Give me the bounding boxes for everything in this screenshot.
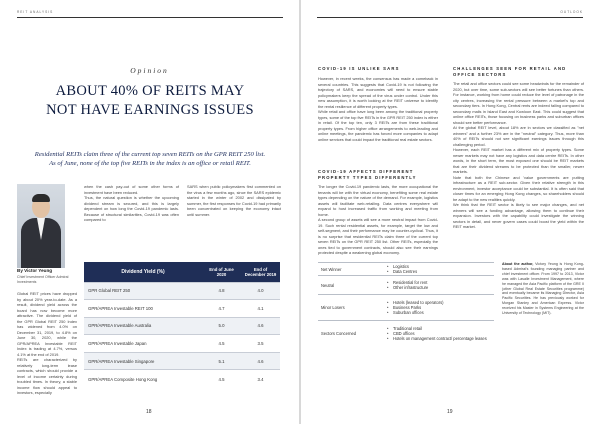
body-column-3: SARS when public policymakers first commented on the virus a few months ago, since the SARS epidemic started in the winter of 2002 and dissipated by summer, the first responses for Covid-19 had primarily been concentrated on keeping the economy intact until summer.: [187, 184, 281, 217]
author-name: By Victor Yeung: [17, 268, 53, 273]
header-rule: [317, 17, 583, 18]
standfirst: Residential REITs claim three of the current top seven REITs on the GPR REIT 250 list. As of June, none of the top five REITs in the index is an office or retail REIT.: [34, 151, 266, 167]
table-cell: 4.1: [241, 300, 280, 318]
running-head-left: REIT ANALYSIS: [17, 10, 54, 14]
table-cell: 3.5: [241, 335, 280, 353]
headline: ABOUT 40% OF REITS MAY NOT HAVE EARNINGS ISSUES: [46, 83, 254, 118]
sector-item: • Logistics: [387, 264, 491, 269]
section-heading-covid-sars: COVID-19 IS UNLIKE SARS: [318, 66, 400, 71]
author-bio-lead: About the author,: [502, 262, 534, 266]
table-cell: GPR/APREA Investable Japan: [84, 335, 202, 353]
opinion-label: Opinion: [130, 66, 169, 75]
table-cell: 4.5: [202, 370, 241, 388]
table-row: [84, 282, 280, 300]
table-cell: 3.4: [241, 370, 280, 388]
left-page: [0, 0, 299, 424]
sector-item: • Residential for rent: [387, 280, 491, 285]
sector-item: • Hotels (leased to operators): [387, 300, 491, 305]
right-page: [301, 0, 600, 424]
table-cell: GPR Global REIT 250: [84, 282, 202, 300]
table-row: [318, 321, 494, 347]
author-role: Chief Investment Officer Admiral Investments: [17, 275, 69, 284]
table-cell: GPR/APREA Investable Singapore: [84, 352, 202, 370]
page-number-right: 19: [447, 409, 453, 415]
table-header-cell: End of December 2019: [241, 262, 280, 282]
table-header-cell: End of June 2020: [202, 262, 241, 282]
running-head-right: OUTLOOK: [560, 10, 583, 14]
sector-item: • Traditional retail: [387, 326, 491, 331]
sector-item: • Other infrastructure: [387, 285, 491, 290]
section-heading-retail-office: CHALLENGES SEEN FOR RETAIL AND OFFICE SECTORS: [453, 66, 567, 77]
sector-item: • Business Parks: [387, 305, 491, 310]
sector-item: • Hotels on management contract/ percentage leases: [387, 336, 491, 341]
table-cell: 4.5: [202, 335, 241, 353]
table-row: [84, 300, 280, 318]
sector-item: • Suburban offices: [387, 310, 491, 315]
table-header-row: [84, 262, 280, 282]
table-header-cell: Dividend Yield (%): [84, 262, 202, 282]
sector-item: • CBD offices: [387, 331, 491, 336]
table-cell: GPR/APREA Investable REIT 100: [84, 300, 202, 318]
body-column-1: Global REIT prices have dropped by about 20% year-to-date. As a result, dividend yield across the board has now become more attractive. The dividend yield of the GPR Global REIT 250 Index has widened from 4.0% on December 31, 2019, to 4.8% on June 30, 2020, while the GPR/APREA Investable REIT Index is trading at 4.7%, versus 4.1% at the end of 2019. REITs are characterized by relatively long-term lease contracts, which should provide a level of income certainty during troubled times. In theory, a stable income flow should appeal to investors, especially: [17, 291, 77, 395]
section-heading-property-types: COVID-19 AFFECTS DIFFERENT PROPERTY TYPES DIFFERENTLY: [318, 169, 417, 180]
table-cell: 4.8: [202, 282, 241, 300]
table-cell: 5.1: [202, 352, 241, 370]
body-column-property-types: The longer the Covid-19 pandemic lasts, the more occupational the tenants will be with the virtual economy, benefiting some real estate types depending on the nature of the demand. For example, logistics assets will facilitate web-retailing. Data centres everywhere will expand to host increased traffic from working and meeting from home. A second group of assets will see a more neutral impact from Covid-19. Such rental residential assets, for example, target the low and self-segment, and their performance may be counter-cyclical. Thus, it is no surprise that residential REITs claim three of the current top seven REITs on the GPR REIT 250 list. Other REITs, especially the ones tied to government contracts, should also see their earnings protected despite a weakening global economy.: [318, 184, 438, 255]
dividend-yield-table: [84, 262, 280, 388]
sector-item: • Data Centres: [387, 269, 491, 274]
sector-impact-table: [318, 262, 494, 347]
table-row: [84, 317, 280, 335]
table-row: [84, 352, 280, 370]
table-row: [84, 370, 280, 388]
table-cell: GPR/APREA Composite Hong Kong: [84, 370, 202, 388]
sector-category: Minor Losers: [321, 305, 345, 310]
table-row: [318, 263, 494, 276]
sector-category: Sectors Concerned: [321, 331, 357, 337]
table-cell: 4.7: [202, 300, 241, 318]
table-cell: GPR/APREA Investable Australia: [84, 317, 202, 335]
header-rule: [17, 17, 283, 18]
author-bio: About the author, Victory Yeung is Hong Kong-based Admiral's founding managing partner and chief investment officer. From 1997 to 2013, Victor was with Lasalle Investment Management, where he managed the Asia Pacific platform of the GRE II (other Global Real Estate Securities programme) and eventually became its Managing Director, Asia Pacific Securities. He has previously worked for Morgan Stanley and American Express. Victor received his Master in Systems Engineering at the University of Technology (MIT).: [502, 262, 584, 316]
table-row: [318, 295, 494, 321]
table-row: [84, 335, 280, 353]
table-row: [318, 276, 494, 295]
sector-category: Neutral: [321, 282, 335, 288]
sector-category: Net Winner: [321, 266, 342, 272]
body-column-retail-office: The retail and office sectors could see some headwinds for the remainder of 2020, but over time, some sub-sectors will see better fortunes than others. For instance, working from home could reduce the level of patronage in the city centres, increasing the rental pressure between a market's top and secondary tiers. In Hong Kong, Central rents are indeed falling compared to secondary malls in Island East and Kowloon East. This could suggest that online office REITs, those focusing on business parks and suburban offices should see better performance. At the global REIT level, about 18% are in sectors we classified as "net winners" and a further 23% are in the "neutral" category. Thus, more than 40% of REITs should not see significant earnings issues through this challenging period. However, each REIT market has a different mix of property types. Some newer markets may not have any logistics and data centre REITs. In other words, in the short term, the most exposed one should be REIT markets that are their dividend streams to be protected than the smaller, newer markets. Note that both the Chinese and 'value governments are putting infrastructure as a REIT sub-sector. Given their relative strength in this environment, investor acceptance could be substantial. It is often said that closer times for an emerging Hong Kong changes, so shareholders should be adapt to the new realities quickly. We think that the REIT sector is likely to see major changes, and net winners will see a funding advantage, allowing them to continue their expansion. Investors with the capability could investigate the winning sectors in detail, and never govern cases could boost the yield within the REIT market.: [453, 81, 584, 229]
table-cell: 4.6: [241, 352, 280, 370]
page-number-left: 18: [146, 409, 152, 415]
table-cell: 4.6: [241, 317, 280, 335]
table-cell: 4.0: [241, 282, 280, 300]
table-cell: 5.0: [202, 317, 241, 335]
body-column-2: when the cash pay-out of some other forms of investment have been reduced. Thus, the natural question is whether the upcoming dividend stream is secured, and this is largely dependent on how long the Covid-19 pandemic lasts. Because of structural similarities, Covid-19 was often compared to: [84, 184, 179, 222]
body-column-covid-sars: However, in recent weeks, the consensus has made a comeback in several countries. This suggests that Covid-19 is not following the trajectory of SARS, and economies will need to ensure stable policymakers keep the spread of the virus under control. Under this new assumption, it is worth looking at the REIT universe to identify the rental resilience of different property types. While retail and office have long been among the traditional property types, some of the top five REITs in the GPR REIT 250 index is either in retail. Of the top ten, only 3 REITs are from these traditional property types. From higher office arrangements to web-leading and online meetings, the pandemic has forced more companies to adapt online services that could impact the traditional real estate sectors.: [318, 76, 438, 142]
author-photo: [17, 184, 65, 268]
